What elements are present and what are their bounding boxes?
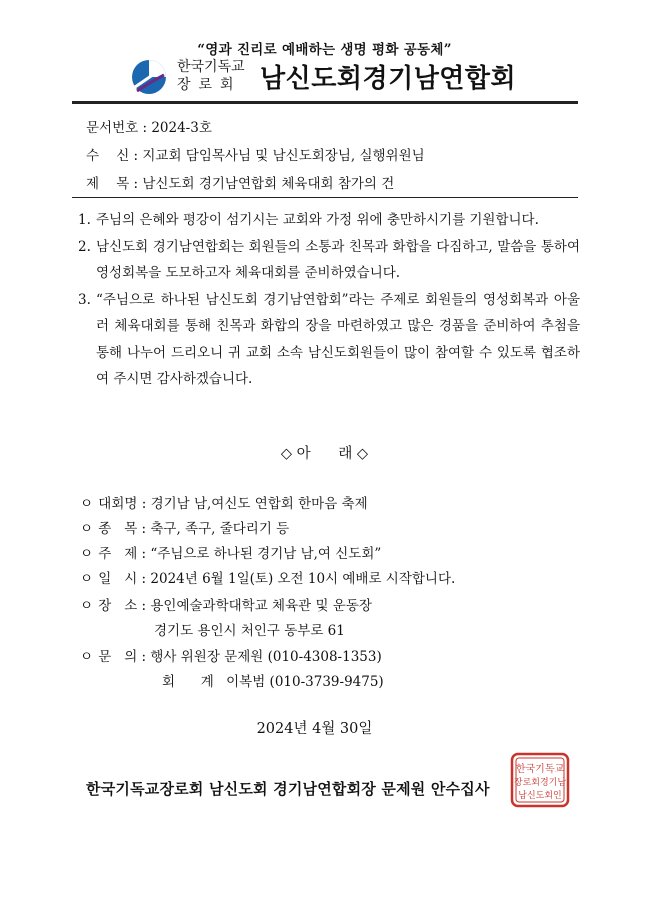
bullet: ㅇ: [80, 598, 94, 614]
doc-number: 2024-3호: [151, 120, 212, 136]
slogan: “영과 진리로 예배하는 생명 평화 공동체”: [197, 42, 452, 58]
list-number: 1.: [78, 212, 91, 228]
detail-sports: [80, 517, 289, 537]
list-item: [78, 234, 580, 287]
sports-value: 축구, 족구, 줄다리기 등: [150, 521, 290, 537]
theme-value: “주님으로 하나된 경기남 남,여 신도회”: [150, 546, 382, 562]
datetime-value: 2024년 6월 1일(토) 오전 10시 예배로 시작합니다.: [150, 571, 456, 587]
place-address: 경기도 용인시 처인구 동부로 61: [154, 623, 345, 639]
detail-place: [80, 594, 372, 614]
list-number: 2.: [78, 238, 91, 255]
seal-line-3: 남신도회인: [518, 791, 562, 801]
list-text: 주님의 은혜와 평강이 섬기시는 교회와 가정 위에 충만하시기를 기원합니다.: [96, 212, 539, 228]
seal-line-1: 한국기독교: [515, 764, 565, 775]
subject-row: [86, 172, 394, 192]
header-divider: [72, 101, 578, 104]
place-label: 장 소 :: [98, 598, 147, 614]
sender: 한국기독교장로회 남신도회 경기남연합회장 문제원 안수집사: [86, 780, 490, 798]
list-item: [78, 207, 580, 234]
bullet: ㅇ: [80, 546, 94, 562]
org-line-1: 한국기독교: [177, 59, 245, 75]
issue-date: 2024년 4월 30일: [256, 721, 373, 737]
contact-2-role: 회 계: [162, 674, 214, 690]
detail-datetime: [80, 567, 455, 587]
recipient: 지교회 담임목사님 및 남신도회장님, 실행위원님: [142, 148, 425, 164]
org-small-title: [177, 58, 245, 94]
list-text: 남신도회 경기남연합회는 회원들의 소통과 친목과 화합을 다짐하고, 말씀을 통하여 영성회복을 도모하고자 체육대회를 준비하였습니다.: [96, 238, 580, 281]
detail-contact-2: [162, 670, 384, 690]
datetime-label: 일 시 :: [98, 571, 147, 587]
event-label: 대회명 :: [98, 496, 147, 512]
list-text: “주님으로 하나된 남신도회 경기남연합회”라는 주제로 회원들의 영성회복과 아울러 체육대회를 통해 친목과 화합의 장을 마련하였고 많은 경품을 준비하여 추첨을 통해 나누어 드리오니 귀 교회 소속 남신도회원들이 많이 참여할 수 있도록 협조하여 주시면 감사하겠습니다.: [96, 291, 580, 387]
contact-1: 행사 위원장 문제원 (010-4308-1353): [150, 649, 382, 665]
bullet: ㅇ: [80, 649, 94, 665]
seal-line-2: 장로회경기남: [513, 778, 567, 788]
body-list: [78, 207, 580, 393]
official-seal-icon: [510, 752, 570, 808]
detail-contact: [80, 645, 382, 665]
detail-event: [80, 492, 368, 512]
recipient-label: 수 신 :: [86, 148, 139, 164]
sports-label: 종 목 :: [98, 521, 147, 537]
org-name: 남신도회경기남연합회: [260, 64, 517, 94]
below-heading: ◇ 아 래 ◇: [280, 446, 369, 462]
doc-number-label: 문서번호 :: [86, 120, 148, 136]
subject-label: 제 목 :: [86, 176, 139, 192]
bullet: ㅇ: [80, 521, 94, 537]
recipient-row: [86, 144, 425, 164]
detail-theme: [80, 542, 381, 562]
org-line-2: 장로회: [177, 77, 242, 93]
event-value: 경기남 남,여신도 연합회 한마음 축제: [150, 496, 368, 512]
meta-divider: [72, 197, 578, 198]
theme-label: 주 제 :: [98, 546, 147, 562]
list-item: [78, 287, 580, 393]
church-logo-icon: [131, 59, 167, 95]
list-number: 3.: [78, 291, 91, 308]
bullet: ㅇ: [80, 496, 94, 512]
subject: 남신도회 경기남연합회 체육대회 참가의 건: [142, 176, 395, 192]
doc-number-row: [86, 116, 212, 136]
place-value: 용인예술과학대학교 체육관 및 운동장: [150, 598, 372, 614]
bullet: ㅇ: [80, 571, 94, 587]
contact-label: 문 의 :: [98, 649, 147, 665]
contact-2: 이복범 (010-3739-9475): [226, 674, 384, 690]
